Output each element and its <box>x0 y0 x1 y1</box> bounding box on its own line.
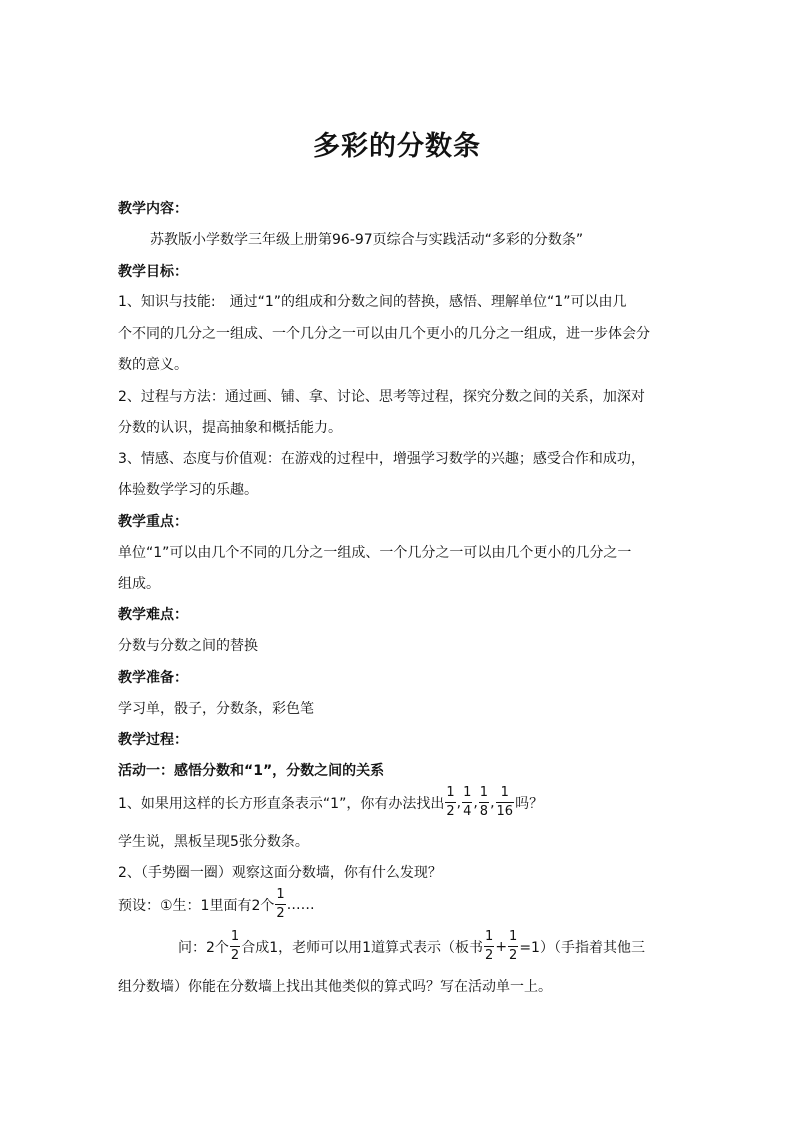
goal1-line2: 个不同的几分之一组成、一个几分之一可以由几个更小的几分之一组成，进一步体会分 <box>118 326 650 342</box>
heading-preparation: 教学准备： <box>118 670 188 686</box>
question1-suffix: 吗？ <box>515 795 544 812</box>
goal1-line1: 1、知识与技能: 通过“1”的组成和分数之间的替换，感悟、理解单位“1”可以由几 <box>118 294 627 310</box>
ask-line1: 问：2个 $\frac{1}{2}$ 合成1，老师可以用1道算式表示（板书 $\frac{1}{2}$ + $\frac{1}{2}$ =1）（手指着其他三 <box>178 929 645 963</box>
ask-middle: 合成1，老师可以用1道算式表示（板书 <box>241 939 484 956</box>
heading-difficulty: 教学难点： <box>118 607 188 623</box>
question1-line: 1、如果用这样的长方形直条表示“1”，你有办法找出 $\frac{1}{2}$ , $\frac{1}{4}$ , $\frac{1}{8}$ , $\frac{1}{16}$ 吗？ <box>118 785 544 819</box>
heading-goals: 教学目标： <box>118 264 188 280</box>
fraction-half: $\frac{1}{2}$ <box>230 929 240 963</box>
goal2-line2: 分数的认识，提高抽象和概括能力。 <box>118 420 342 436</box>
preset-suffix: …… <box>286 896 315 913</box>
fraction-half: $\frac{1}{2}$ <box>485 929 494 963</box>
difficulty-text: 分数与分数之间的替换 <box>118 638 258 654</box>
question1-prefix: 1、如果用这样的长方形直条表示“1”，你有办法找出 <box>118 795 445 812</box>
activity1-heading: 活动一：感悟分数和“1”，分数之间的关系 <box>118 763 385 779</box>
goal2-line1: 2、过程与方法：通过画、铺、拿、讨论、思考等过程，探究分数之间的关系，加深对 <box>118 389 645 405</box>
goal3-line1: 3、情感、态度与价值观：在游戏的过程中，增强学习数学的兴趣；感受合作和成功， <box>118 451 645 467</box>
preparation-text: 学习单，骰子，分数条，彩色笔 <box>118 701 314 717</box>
fraction-half: $\frac{1}{2}$ <box>446 785 455 819</box>
ask-equation: =1）（手指着其他三 <box>519 939 645 956</box>
ask-prefix: 问：2个 <box>178 939 229 956</box>
key-line1: 单位“1”可以由几个不同的几分之一组成、一个几分之一可以由几个更小的几分之一 <box>118 545 632 561</box>
ask-line2: 组分数墙）你能在分数墙上找出其他类似的算式吗？写在活动单一上。 <box>118 979 552 995</box>
preset-line <box>118 888 680 921</box>
fraction-half: $\frac{1}{2}$ <box>276 887 285 921</box>
goal3-line2: 体验数学学习的乐趣。 <box>118 482 258 498</box>
preset-prefix: 预设：①生：1里面有2个 <box>118 897 275 914</box>
fraction-quarter: $\frac{1}{4}$ <box>463 785 472 819</box>
question1-student: 学生说，黑板呈现5张分数条。 <box>118 834 309 850</box>
question2-text: 2、（手势圈一圈）观察这面分数墙，你有什么发现？ <box>118 865 442 881</box>
goal1-line3: 数的意义。 <box>118 357 188 373</box>
page-title: 多彩的分数条 <box>313 131 481 162</box>
fraction-eighth: $\frac{1}{8}$ <box>479 785 489 819</box>
fraction-half: $\frac{1}{2}$ <box>509 929 518 963</box>
key-line2: 组成。 <box>118 576 160 592</box>
content-text: 苏教版小学数学三年级上册第96-97页综合与实践活动“多彩的分数条” <box>150 232 584 248</box>
heading-key-point: 教学重点： <box>118 514 188 530</box>
heading-process: 教学过程： <box>118 732 188 748</box>
fraction-sixteenth: $\frac{1}{16}$ <box>496 785 514 819</box>
heading-content: 教学内容： <box>118 201 188 217</box>
